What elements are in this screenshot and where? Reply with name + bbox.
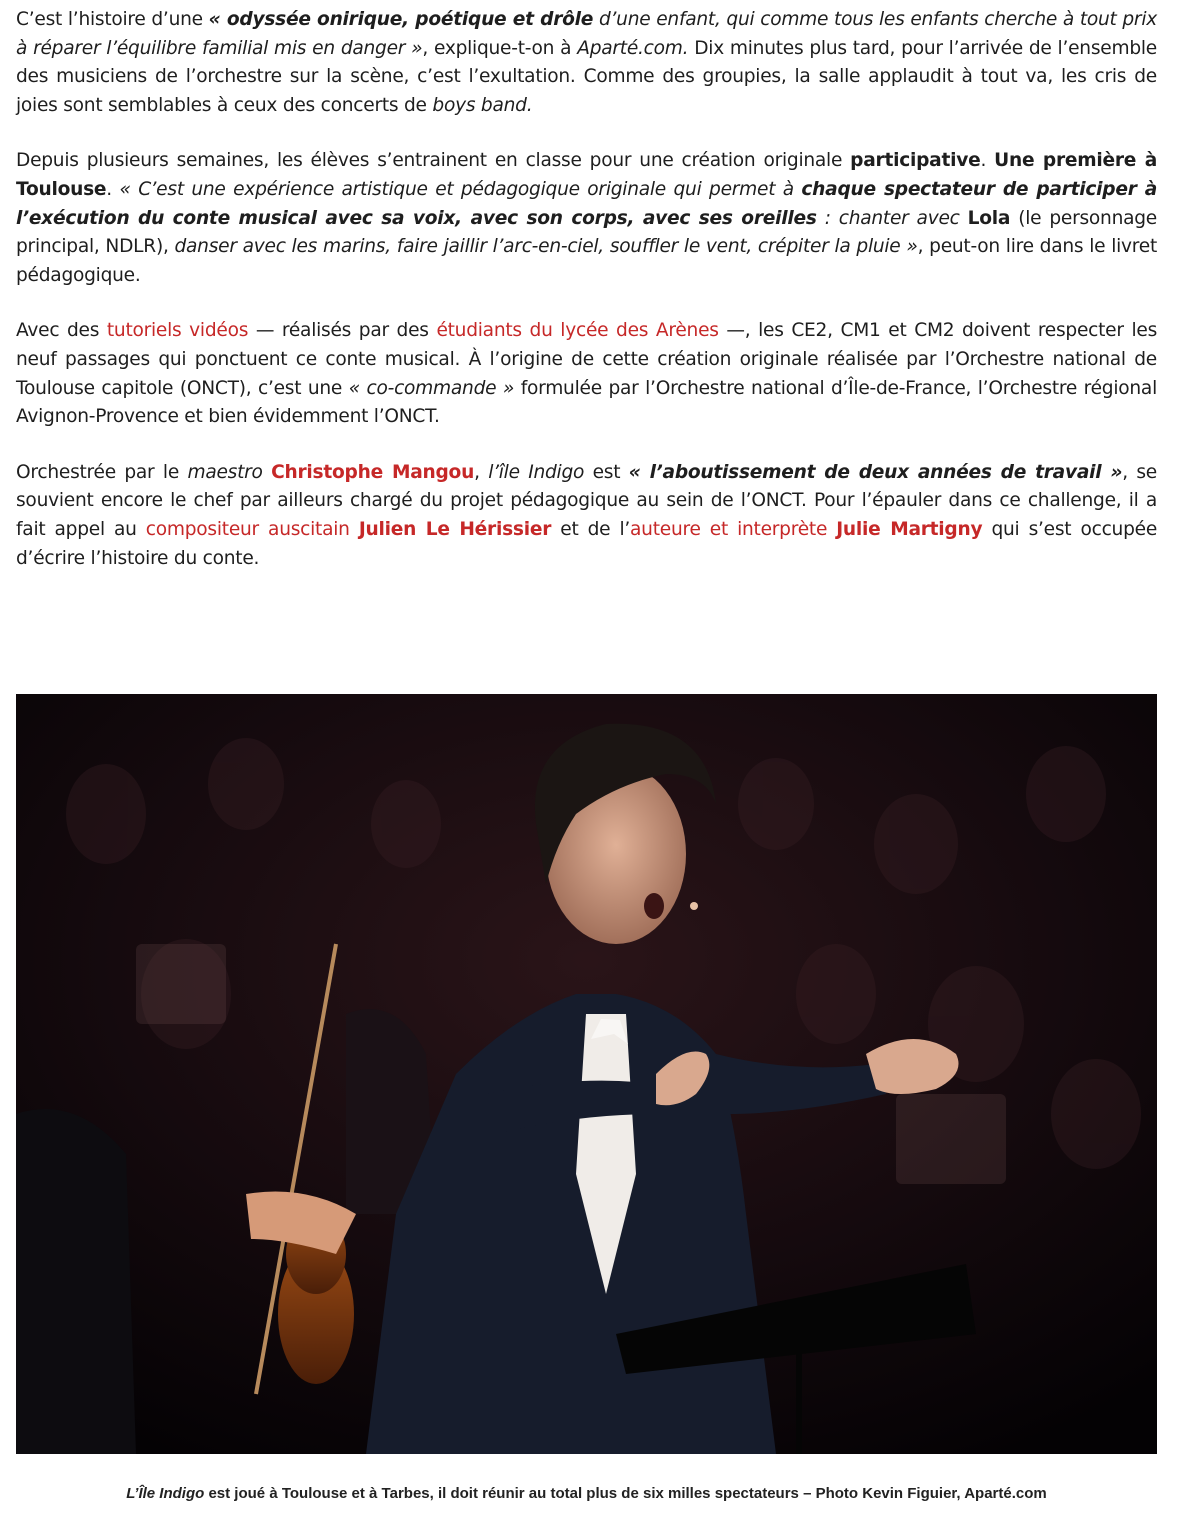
quote: « co-commande » bbox=[348, 377, 515, 399]
link-label: auteure et interprète bbox=[630, 518, 837, 540]
paragraph-3 bbox=[16, 317, 1157, 431]
emphasis: maestro bbox=[187, 461, 263, 483]
quote: « l’aboutissement de deux années de travail » bbox=[628, 461, 1123, 483]
link-label: Julie Martigny bbox=[836, 518, 983, 540]
text: Depuis plusieurs semaines, les élèves s’entrainent en classe pour une création originale bbox=[16, 150, 851, 172]
text: , explique-t-on à bbox=[422, 37, 578, 59]
bold-text: Lola bbox=[967, 207, 1011, 229]
link-label: compositeur auscitain bbox=[145, 518, 359, 540]
link-etudiants-lycee[interactable]: étudiants du lycée des Arènes bbox=[436, 320, 719, 342]
quote: « C’est une expérience artistique et pédagogique originale qui permet à bbox=[119, 178, 802, 200]
bold-text: Une première à Toulouse bbox=[16, 150, 1157, 200]
text: C’est l’histoire d’une bbox=[16, 9, 209, 30]
text: (le personnage principal, NDLR), bbox=[16, 207, 1157, 258]
quote: : chanter avec bbox=[816, 207, 968, 229]
text: Avec des bbox=[16, 320, 107, 342]
article-body bbox=[16, 6, 1157, 600]
link-label: Julien Le Hérissier bbox=[358, 518, 552, 540]
quote: d’une enfant, qui comme tous les enfants cherche à tout prix à réparer l’équilibre familial mis en danger » bbox=[16, 9, 1157, 59]
text: qui s’est occupée d’écrire l’histoire du conte. bbox=[16, 518, 1158, 569]
text: , peut-on lire dans le livret pédagogique. bbox=[16, 236, 1157, 286]
text: est bbox=[584, 461, 629, 483]
bold-text: participative bbox=[850, 150, 981, 172]
paragraph-2 bbox=[16, 147, 1157, 290]
text: — réalisés par des bbox=[248, 320, 437, 342]
link-auteure[interactable] bbox=[630, 519, 982, 540]
text: —, les CE2, CM1 et CM2 doivent respecter les neuf passages qui ponctuent ce conte musical. À l’origine de cette création originale réalisée par l’Orchestre national de Toulouse capitole (ONCT), c’est une bbox=[16, 320, 1158, 399]
source-name: Aparté.com. bbox=[577, 37, 689, 59]
article-photo bbox=[16, 694, 1157, 1454]
link-christophe-mangou[interactable] bbox=[271, 462, 474, 483]
emphasis: l’île Indigo bbox=[488, 461, 585, 483]
photo-caption bbox=[16, 1485, 1157, 1502]
paragraph-1 bbox=[16, 6, 1157, 120]
caption-title: L’Île Indigo bbox=[126, 1485, 205, 1502]
conductor-photo bbox=[16, 694, 1157, 1454]
link-compositeur[interactable] bbox=[146, 519, 551, 540]
emphasis: chaque spectateur de participer à l’exécution du conte musical avec sa voix, avec son corps, avec ses oreilles bbox=[16, 178, 1157, 229]
text bbox=[263, 462, 271, 483]
emphasis: « odyssée onirique, poétique et drôle bbox=[208, 9, 594, 30]
link-tutoriels-videos[interactable]: tutoriels vidéos bbox=[106, 320, 249, 342]
quote: danser avec les marins, faire jaillir l’arc-en-ciel, souffler le vent, crépiter la pluie » bbox=[174, 236, 918, 258]
text: formulée par l’Orchestre national d’Île-de-France, l’Orchestre régional Avignon-Provence et bien évidemment l’ONCT. bbox=[16, 377, 1157, 428]
text: Dix minutes plus tard, pour l’arrivée de l’ensemble des musiciens de l’orchestre sur la scène, c’est l’exultation. Comme des groupies, la salle applaudit à tout va, les cris de joies sont semblables à ceux des concerts de bbox=[16, 37, 1157, 116]
text: et de l’ bbox=[551, 518, 631, 540]
text: , se souvient encore le chef par ailleurs chargé du projet pédagogique au sein de l’ONCT. Pour l’épauler dans ce challenge, il a fait appel au bbox=[16, 461, 1157, 540]
paragraph-4 bbox=[16, 459, 1157, 573]
text: . bbox=[106, 178, 120, 200]
text: , bbox=[474, 461, 489, 483]
caption-text: est joué à Toulouse et à Tarbes, il doit réunir au total plus de six milles spectateurs – Photo Kevin Figuier, Aparté.com bbox=[204, 1485, 1047, 1502]
text: Orchestrée par le bbox=[16, 461, 188, 483]
text: . bbox=[980, 150, 995, 172]
link-label: Christophe Mangou bbox=[271, 461, 475, 483]
emphasis: boys band. bbox=[432, 94, 533, 116]
